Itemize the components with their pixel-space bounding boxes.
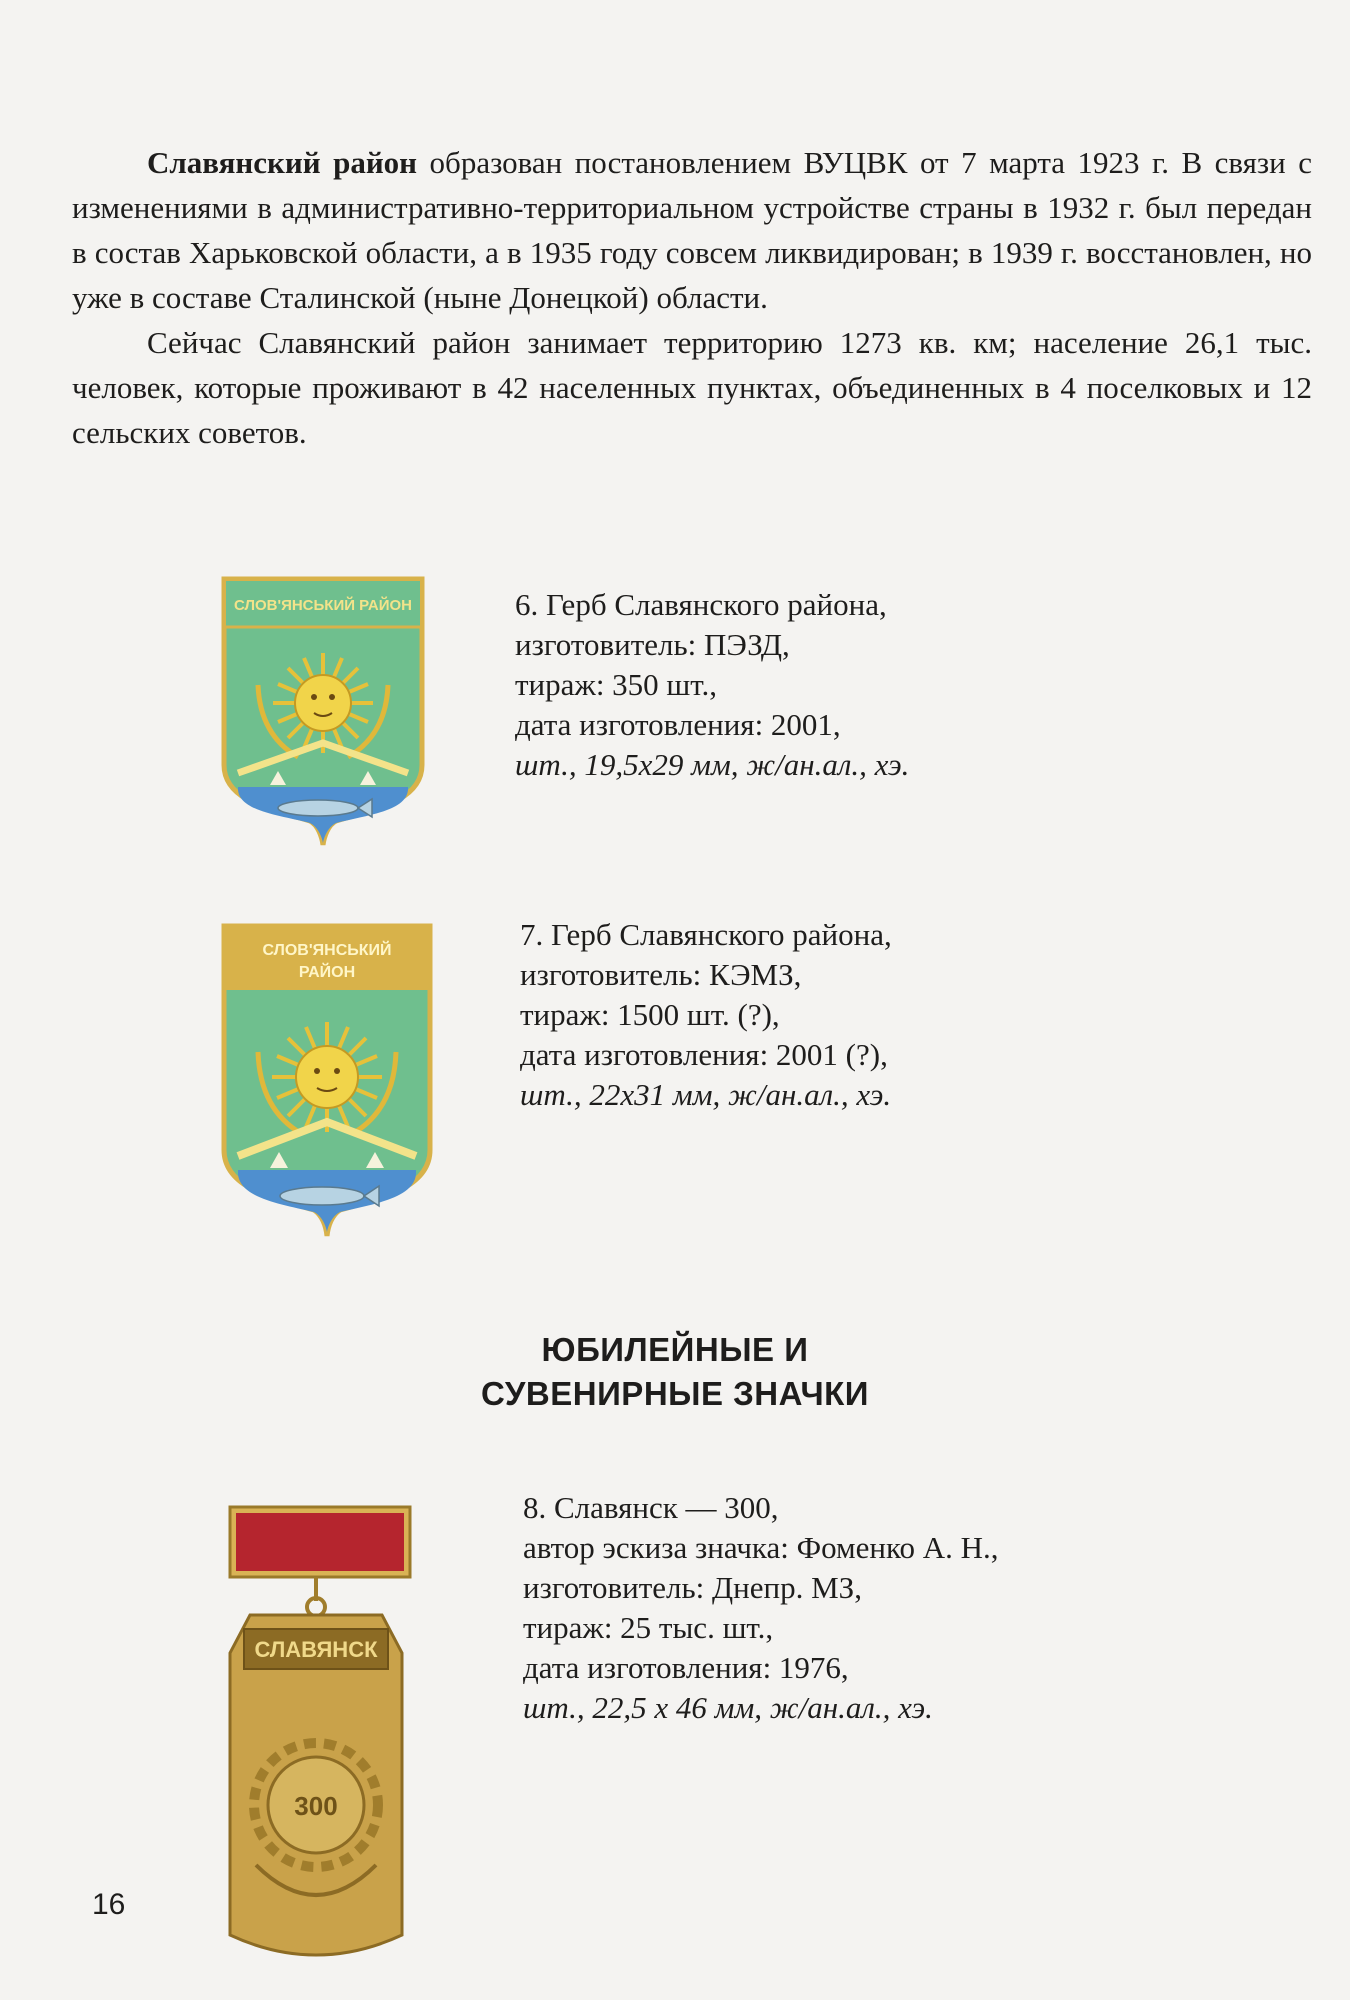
sun-icon	[273, 653, 373, 753]
section-heading-line2: СУВЕНИРНЫЕ ЗНАЧКИ	[480, 1375, 870, 1412]
intro-bold-lead: Славянский район	[147, 145, 418, 180]
intro-paragraph-1-text: образован постановлением ВУЦВК от 7 марта 1923 г. В связи с изменениями в административно-территориальном устройстве страны в 1932 г. был передан в состав Харьковской области, а в 1935 году совсем ликвидирован; в 1939 г. восстановлен, но уже в составе Сталинской (ныне Донецкой) области.	[72, 145, 1312, 315]
item-8-title: 8. Славянск — 300,	[523, 1490, 779, 1525]
item-8-run: тираж: 25 тыс. шт.,	[523, 1610, 774, 1645]
intro-text	[72, 140, 1312, 455]
coat-of-arms-6-banner: СЛОВ'ЯНСЬКИЙ РАЙОН	[234, 597, 412, 614]
item-6-description	[515, 585, 909, 785]
item-6-maker: изготовитель: ПЭЗД,	[515, 627, 790, 662]
item-7-maker: изготовитель: КЭМЗ,	[520, 957, 802, 992]
badge-medal-number: 300	[294, 1791, 338, 1821]
page-number: 16	[92, 1888, 126, 1921]
item-7-description	[520, 915, 892, 1115]
intro-paragraph-1	[72, 140, 1312, 320]
sun-icon	[272, 1022, 382, 1132]
badge-slavyansk-300-image	[210, 1505, 425, 1975]
section-heading-line1: ЮБИЛЕЙНЫЕ И	[541, 1331, 809, 1368]
item-6-run: тираж: 350 шт.,	[515, 667, 718, 702]
intro-paragraph-2: Сейчас Славянский район занимает территорию 1273 кв. км; население 26,1 тыс. человек, которые проживают в 42 населенных пунктах, объединенных в 4 поселковых и 12 сельских советов.	[72, 325, 1312, 450]
coat-of-arms-6-image	[218, 575, 428, 850]
item-7-run: тираж: 1500 шт. (?),	[520, 997, 780, 1032]
coat-of-arms-7-image	[218, 922, 436, 1240]
item-8-spec: шт., 22,5 х 46 мм, ж/ан.ал., хэ.	[523, 1690, 933, 1725]
item-8-description	[523, 1488, 999, 1728]
item-6-date: дата изготовления: 2001,	[515, 707, 841, 742]
section-heading	[0, 1328, 1350, 1416]
item-7-title: 7. Герб Славянского района,	[520, 917, 892, 952]
item-6-title: 6. Герб Славянского района,	[515, 587, 887, 622]
item-7-spec: шт., 22х31 мм, ж/ан.ал., хэ.	[520, 1077, 892, 1112]
badge-plate-text: СЛАВЯНСК	[254, 1637, 378, 1662]
coat-of-arms-7-banner-line1: СЛОВ'ЯНСЬКИЙ	[262, 942, 392, 959]
coat-of-arms-7-banner-line2: РАЙОН	[298, 964, 356, 981]
item-6-spec: шт., 19,5х29 мм, ж/ан.ал., хэ.	[515, 747, 910, 782]
item-7-date: дата изготовления: 2001 (?),	[520, 1037, 888, 1072]
item-8-author: автор эскиза значка: Фоменко А. Н.,	[523, 1530, 999, 1565]
item-8-date: дата изготовления: 1976,	[523, 1650, 849, 1685]
item-8-maker: изготовитель: Днепр. МЗ,	[523, 1570, 862, 1605]
